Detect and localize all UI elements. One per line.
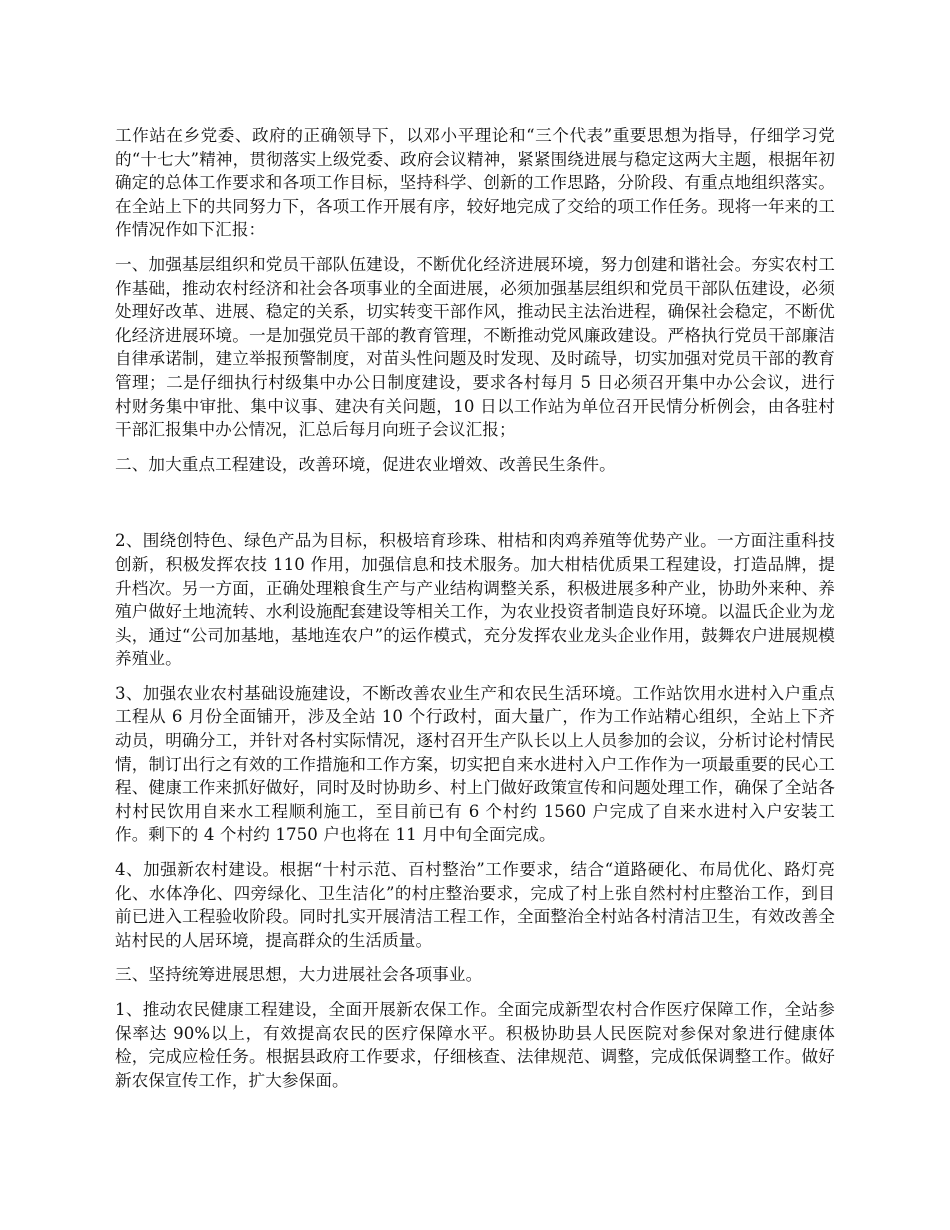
item-2-paragraph: 2、围绕创特色、绿色产品为目标，积极培育珍珠、柑桔和肉鸡养殖等优势产业。一方面注重科技创新，积极发挥农技 110 作用，加强信息和技术服务。加大柑桔优质果工程建设，打造品牌，提升档次。另一方面，正确处理粮食生产与产业结构调整关系，积极进展多种产业，协助外来种、养殖户做好土地流转、水利设施配套建设等相关工作，为农业投资者制造良好环境。以温氏企业为龙头，通过“公司加基地，基地连农户”的运作模式，充分发挥农业龙头企业作用，鼓舞农户进展规模养殖业。 [115,531,835,669]
item-3-paragraph: 3、加强农业农村基础设施建设，不断改善农业生产和农民生活环境。工作站饮用水进村入户重点工程从 6 月份全面铺开，涉及全站 10 个行政村，面大量广，作为工作站精心组织，全站上下齐动员，明确分工，并针对各村实际情况，逐村召开生产队长以上人员参加的会议，分析讨论村情民情，制订出行之有效的工作措施和工作方案，切实把自来水进村入户工作作为一项最重要的民心工程、健康工作来抓好做好，同时及时协助乡、村上门做好政策宣传和问题处理工作，确保了全站各村村民饮用自来水工程顺利施工，至目前已有 6 个村约 1560 户完成了自来水进村入户安装工作。剩下的 4 个村约 1750 户也将在 11 月中旬全面完成。 [115,683,835,845]
section-3-item-1-paragraph: 1、推动农民健康工程建设，全面开展新农保工作。全面完成新型农村合作医疗保障工作，全站参保率达 90%以上，有效提高农民的医疗保障水平。积极协助县人民医院对参保对象进行健康体检，完成应检任务。根据县政府工作要求，仔细核查、法律规范、调整，完成低保调整工作。做好新农保宣传工作，扩大参保面。 [115,1000,835,1090]
blank-gap [115,487,835,529]
section-3-heading: 三、坚持统筹进展思想，大力进展社会各项事业。 [115,965,483,985]
intro-paragraph: 工作站在乡党委、政府的正确领导下，以邓小平理论和“三个代表”重要思想为指导，仔细学习党的“十七大”精神，贯彻落实上级党委、政府会议精神，紧紧围绕进展与稳定这两大主题，根据年初确定的总体工作要求和各项工作目标，坚持科学、创新的工作思路，分阶段、有重点地组织落实。在全站上下的共同努力下，各项工作开展有序，较好地完成了交给的项工作任务。现将一年来的工作情况作如下汇报： [115,126,835,240]
section-1-paragraph: 一、加强基层组织和党员干部队伍建设，不断优化经济进展环境，努力创建和谐社会。夯实农村工作基础，推动农村经济和社会各项事业的全面进展，必须加强基层组织和党员干部队伍建设，必须处理好改革、进展、稳定的关系，切实转变干部作风，推动民主法治进程，确保社会稳定，不断优化经济进展环境。一是加强党员干部的教育管理，不断推动党风廉政建设。严格执行党员干部廉洁自律承诺制，建立举报预警制度，对苗头性问题及时发现、及时疏导，切实加强对党员干部的教育管理；二是仔细执行村级集中办公日制度建设，要求各村每月 5 日必须召开集中办公会议，进行村财务集中审批、集中议事、建决有关问题，10 日以工作站为单位召开民情分析例会，由各驻村干部汇报集中办公情况，汇总后每月向班子会议汇报； [115,254,835,440]
document-body [115,124,835,1103]
item-4-paragraph: 4、加强新农村建设。根据“十村示范、百村整治”工作要求，结合“道路硬化、布局优化、路灯亮化、水体净化、四旁绿化、卫生洁化”的村庄整治要求，完成了村上张自然村村庄整治工作，到目前已进入工程验收阶段。同时扎实开展清洁工程工作，全面整治全村站各村清洁卫生，有效改善全站村民的人居环境，提高群众的生活质量。 [115,860,835,950]
section-2-heading: 二、加大重点工程建设，改善环境，促进农业增效、改善民生条件。 [115,454,616,474]
